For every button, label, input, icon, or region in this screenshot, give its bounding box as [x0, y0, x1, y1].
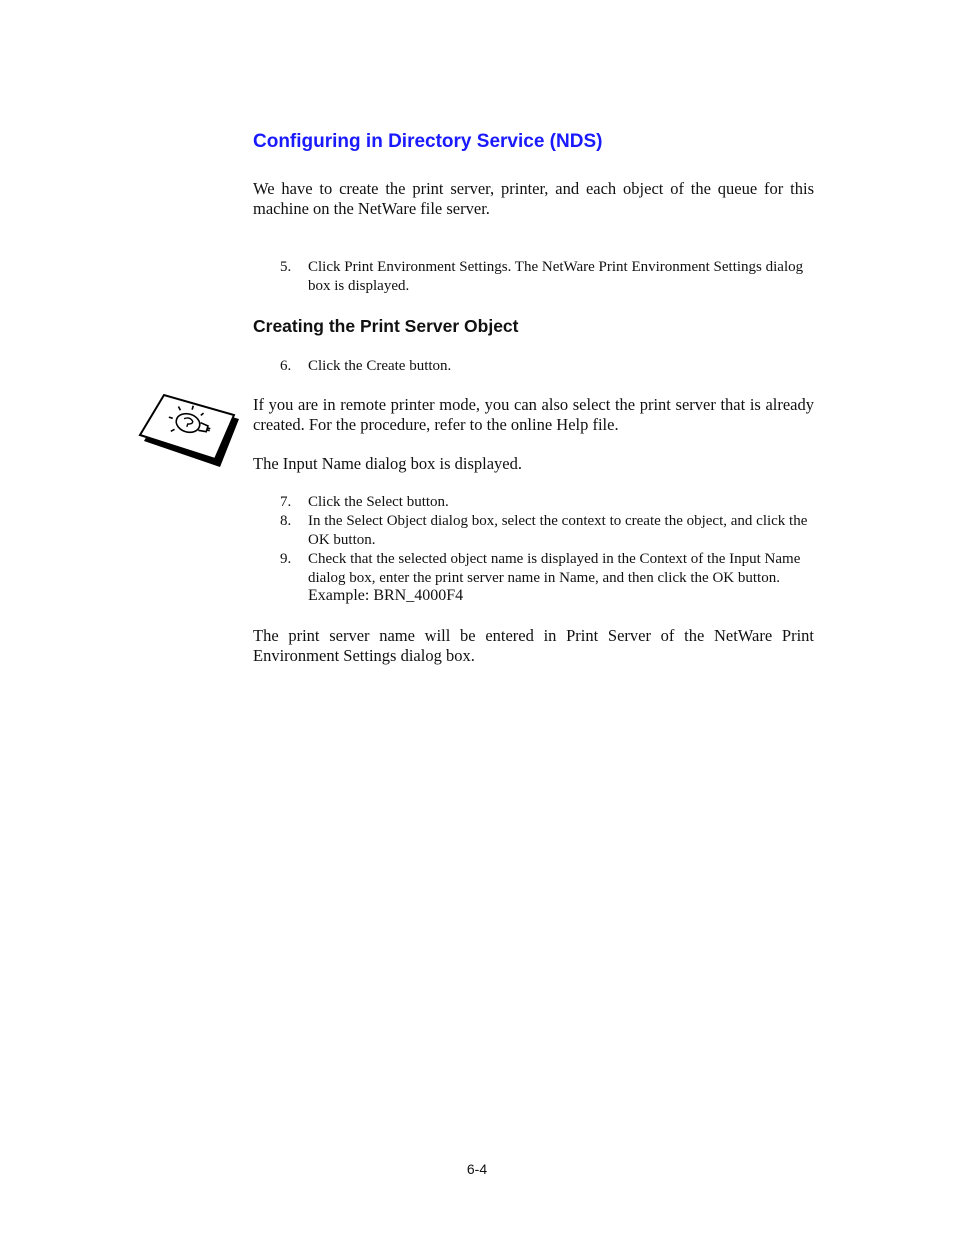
closing-paragraph: The print server name will be entered in Print Server of the NetWare Print Environment Settings dialog box. [253, 626, 814, 665]
step-9-body: Check that the selected object name is displayed in the Context of the Input Name dialog box, enter the print server name in Name, and then click the OK button. [308, 551, 801, 586]
tip-text: If you are in remote printer mode, you can also select the print server that is already created. For the procedure, refer to the online Help file. [253, 395, 814, 434]
lightbulb-note-icon [138, 393, 240, 467]
step-5 [280, 258, 814, 295]
intro-paragraph: We have to create the print server, printer, and each object of the queue for this machine on the NetWare file server. [253, 179, 814, 218]
step-number: 6. [280, 358, 292, 374]
step-number: 5. [280, 259, 292, 275]
example-value: Example: BRN_4000F4 [308, 587, 464, 604]
subsection-heading: Creating the Print Server Object [253, 316, 519, 336]
step-text: Click the Select button. [308, 494, 449, 510]
step-text: In the Select Object dialog box, select the context to create the object, and click the OK button. [308, 513, 808, 548]
step-7 [280, 493, 814, 512]
step-text: Click Print Environment Settings. The NetWare Print Environment Settings dialog box is displayed. [308, 259, 804, 294]
input-name-paragraph: The Input Name dialog box is displayed. [253, 454, 522, 473]
step-text [308, 550, 814, 606]
step-8 [280, 512, 814, 549]
step-text: Click the Create button. [308, 358, 452, 374]
step-number: 9. [280, 551, 292, 567]
step-9 [280, 550, 814, 606]
step-number: 7. [280, 494, 292, 510]
section-heading: Configuring in Directory Service (NDS) [253, 131, 603, 152]
page-number: 6-4 [466, 1161, 488, 1177]
step-6 [280, 357, 814, 376]
step-number: 8. [280, 513, 292, 529]
